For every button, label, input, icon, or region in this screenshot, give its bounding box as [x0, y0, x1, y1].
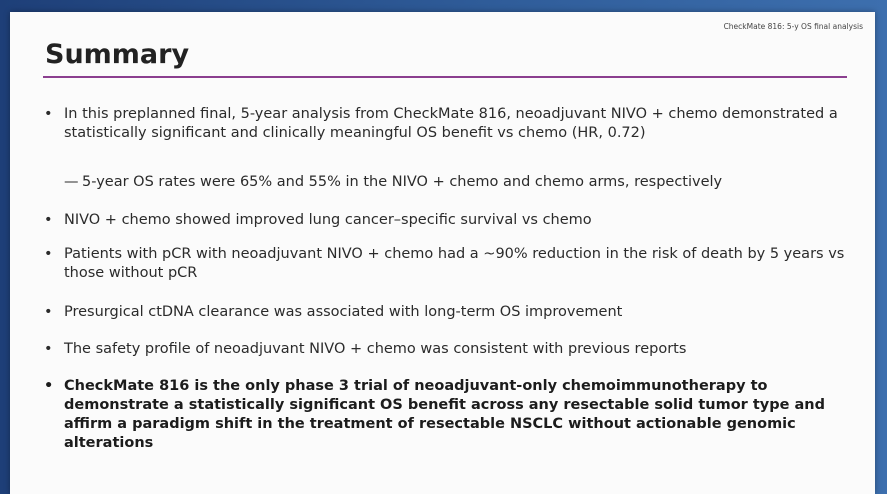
bullet-text: Patients with pCR with neoadjuvant NIVO + chemo had a ~90% reduction in the risk of death by 5 years vs those without pCR: [64, 246, 845, 281]
bullet-pcr: [44, 245, 864, 283]
bullet-text: 5-year OS rates were 65% and 55% in the NIVO + chemo and chemo arms, respectively: [82, 174, 723, 190]
bullet-marker: •: [44, 341, 53, 357]
bullet-text: CheckMate 816 is the only phase 3 trial of neoadjuvant-only chemoimmunotherapy to demonstrate a statistically significant OS benefit across any resectable solid tumor type and affirm a paradigm shift in the treatment of resectable NSCLC without actionable genomic alterations: [64, 378, 825, 451]
dash-marker: —: [64, 174, 79, 190]
bullet-text: In this preplanned final, 5-year analysis from CheckMate 816, neoadjuvant NIVO + chemo demonstrated a statistically significant and clinically meaningful OS benefit vs chemo (HR, 0.72): [64, 106, 838, 141]
header-tag: CheckMate 816: 5-y OS final analysis: [723, 22, 863, 31]
bullet-os-benefit: [44, 105, 864, 143]
bullet-os-rates: [44, 173, 864, 192]
bullet-marker: •: [44, 246, 53, 262]
bullet-text: NIVO + chemo showed improved lung cancer–specific survival vs chemo: [64, 212, 592, 228]
bullet-marker: •: [44, 106, 53, 122]
page-title: Summary: [45, 39, 190, 70]
title-divider: [43, 76, 847, 78]
bullet-text: The safety profile of neoadjuvant NIVO + chemo was consistent with previous reports: [64, 341, 687, 357]
bullet-marker: •: [44, 304, 53, 320]
bullet-marker: •: [44, 212, 53, 228]
slide: [10, 12, 875, 494]
bullet-text: Presurgical ctDNA clearance was associated with long-term OS improvement: [64, 304, 623, 320]
bullet-marker: •: [44, 378, 54, 394]
bullet-lung-cancer-survival: [44, 211, 864, 230]
bullet-conclusion: [44, 377, 864, 453]
bullet-ctdna: [44, 303, 864, 322]
bullet-safety: [44, 340, 864, 359]
